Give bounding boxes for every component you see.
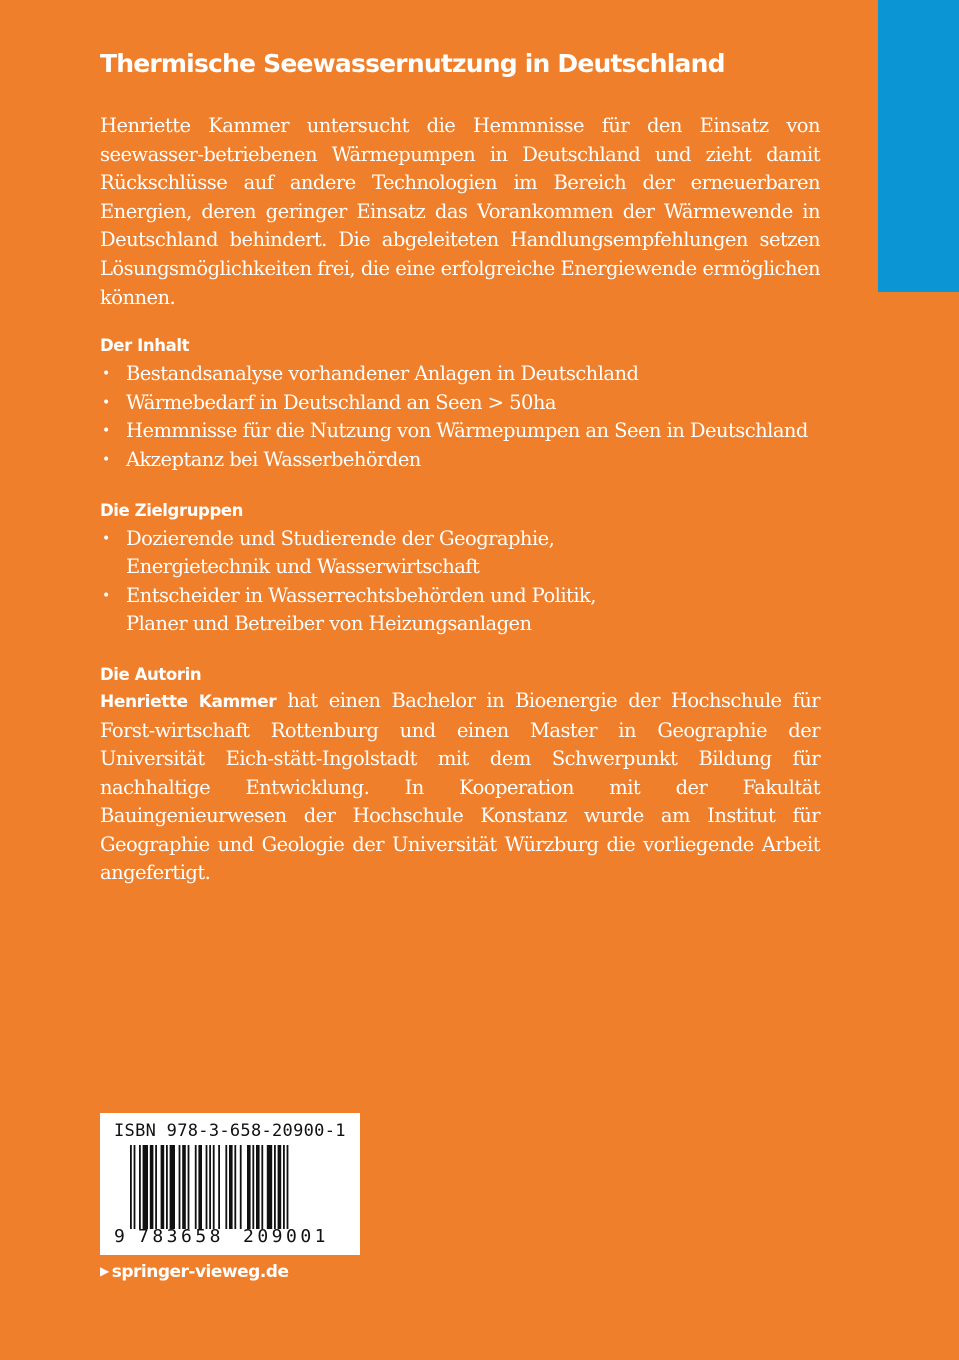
list-item: • Entscheider in Wasserrechtsbehörden und Politik, Planer und Betreiber von Heizungsanlagen	[102, 583, 596, 636]
barcode-bar	[188, 1145, 190, 1229]
section-heading-inhalt: Der Inhalt	[100, 336, 190, 356]
barcode-bar	[209, 1145, 211, 1229]
barcode-bar	[218, 1145, 220, 1229]
bullet-icon: •	[102, 587, 110, 604]
barcode-bar	[182, 1145, 186, 1229]
list-item: • Akzeptanz bei Wasserbehörden	[100, 446, 820, 475]
bullet-icon: •	[102, 366, 110, 383]
barcode-bar	[247, 1145, 251, 1229]
barcode-bar	[170, 1145, 175, 1229]
barcode-bar	[274, 1145, 276, 1229]
inhalt-list	[100, 360, 820, 474]
barcode-bar	[229, 1145, 233, 1229]
barcode-bar	[134, 1145, 136, 1229]
author-bio	[100, 687, 820, 888]
barcode-bar	[252, 1145, 254, 1229]
list-item: • Dozierende und Studierende der Geographie, Energietechnik und Wasserwirtschaft	[102, 526, 555, 579]
barcode-bar	[195, 1145, 197, 1229]
barcode-bar	[130, 1145, 132, 1229]
isbn-barcode	[100, 1113, 360, 1255]
barcode-bar	[155, 1145, 157, 1229]
publisher-url[interactable]: ▶ springer-vieweg.de	[100, 1262, 289, 1282]
barcode-bar	[267, 1145, 272, 1229]
barcode-bar	[240, 1145, 242, 1229]
barcode-bar	[225, 1145, 227, 1229]
author-bio-text: hat einen Bachelor in Bioenergie der Hochschule für Forst-wirtschaft Rottenburg und einen Master in Geographie der Universität Eich-stätt-Ingolstadt mit dem Schwerpunkt Bildung für nachhaltige Entwicklung. In Kooperation mit der Fakultät Bauingenieurwesen der Hochschule Konstanz wurde am Institut für Geographie und Geologie der Universität Würzburg die vorliegende Arbeit angefertigt.	[100, 688, 820, 885]
bullet-icon: •	[102, 451, 110, 468]
barcode-bar	[179, 1145, 181, 1229]
barcode-bar	[150, 1145, 154, 1229]
list-item: • Wärmebedarf in Deutschland an Seen > 50ha	[100, 389, 820, 418]
barcode-bars	[130, 1145, 352, 1229]
barcode-bar	[143, 1145, 148, 1229]
barcode-bar	[261, 1145, 263, 1229]
intro-paragraph: Henriette Kammer untersucht die Hemmnisse für den Einsatz von seewasser-betriebenen Wärmepumpen in Deutschland und zieht damit Rückschlüsse auf andere Technologien im Bereich der erneuerbaren Energien, deren geringer Einsatz das Vorankommen der Wärmewende in Deutschland behindert. Die abgeleiteten Handlungsempfehlungen setzen Lösungsmöglichkeiten frei, die eine erfolgreiche Energiewende ermöglichen können.	[100, 114, 820, 309]
barcode-digit-group: 9	[114, 1226, 125, 1247]
back-cover-text	[100, 46, 820, 888]
book-title: Thermische Seewassernutzung in Deutschland	[100, 49, 725, 78]
barcode-bar	[256, 1145, 260, 1229]
section-inhalt	[100, 334, 820, 474]
section-heading-zielgruppen: Die Zielgruppen	[100, 500, 244, 520]
bullet-icon: •	[102, 530, 110, 547]
blue-accent-tab	[878, 0, 959, 292]
bullet-icon: •	[102, 394, 110, 411]
section-heading-autorin: Die Autorin	[100, 664, 202, 684]
zielgruppen-list	[100, 525, 820, 639]
list-item: • Hemmnisse für die Nutzung von Wärmepumpen an Seen in Deutschland	[100, 417, 820, 446]
section-zielgruppen	[100, 499, 820, 639]
barcode-bar	[278, 1145, 282, 1229]
isbn-label: ISBN 978-3-658-20900-1	[114, 1121, 346, 1141]
list-item: • Bestandsanalyse vorhandener Anlagen in Deutschland	[100, 360, 820, 389]
section-autorin	[100, 663, 820, 888]
author-name: Henriette Kammer	[100, 691, 277, 712]
barcode-bar	[283, 1145, 285, 1229]
barcode-bar	[198, 1145, 202, 1229]
barcode-digit-group: 209001	[243, 1226, 330, 1247]
barcode-bar	[287, 1145, 289, 1229]
barcode-bar	[206, 1145, 208, 1229]
barcode-bar	[234, 1145, 236, 1229]
barcode-bar	[213, 1145, 215, 1229]
bullet-icon: •	[102, 423, 110, 440]
barcode-bar	[166, 1145, 168, 1229]
barcode-digit-group: 783658	[138, 1226, 225, 1247]
play-arrow-icon: ▶	[100, 1264, 109, 1278]
barcode-bar	[139, 1145, 141, 1229]
barcode-bar	[161, 1145, 165, 1229]
